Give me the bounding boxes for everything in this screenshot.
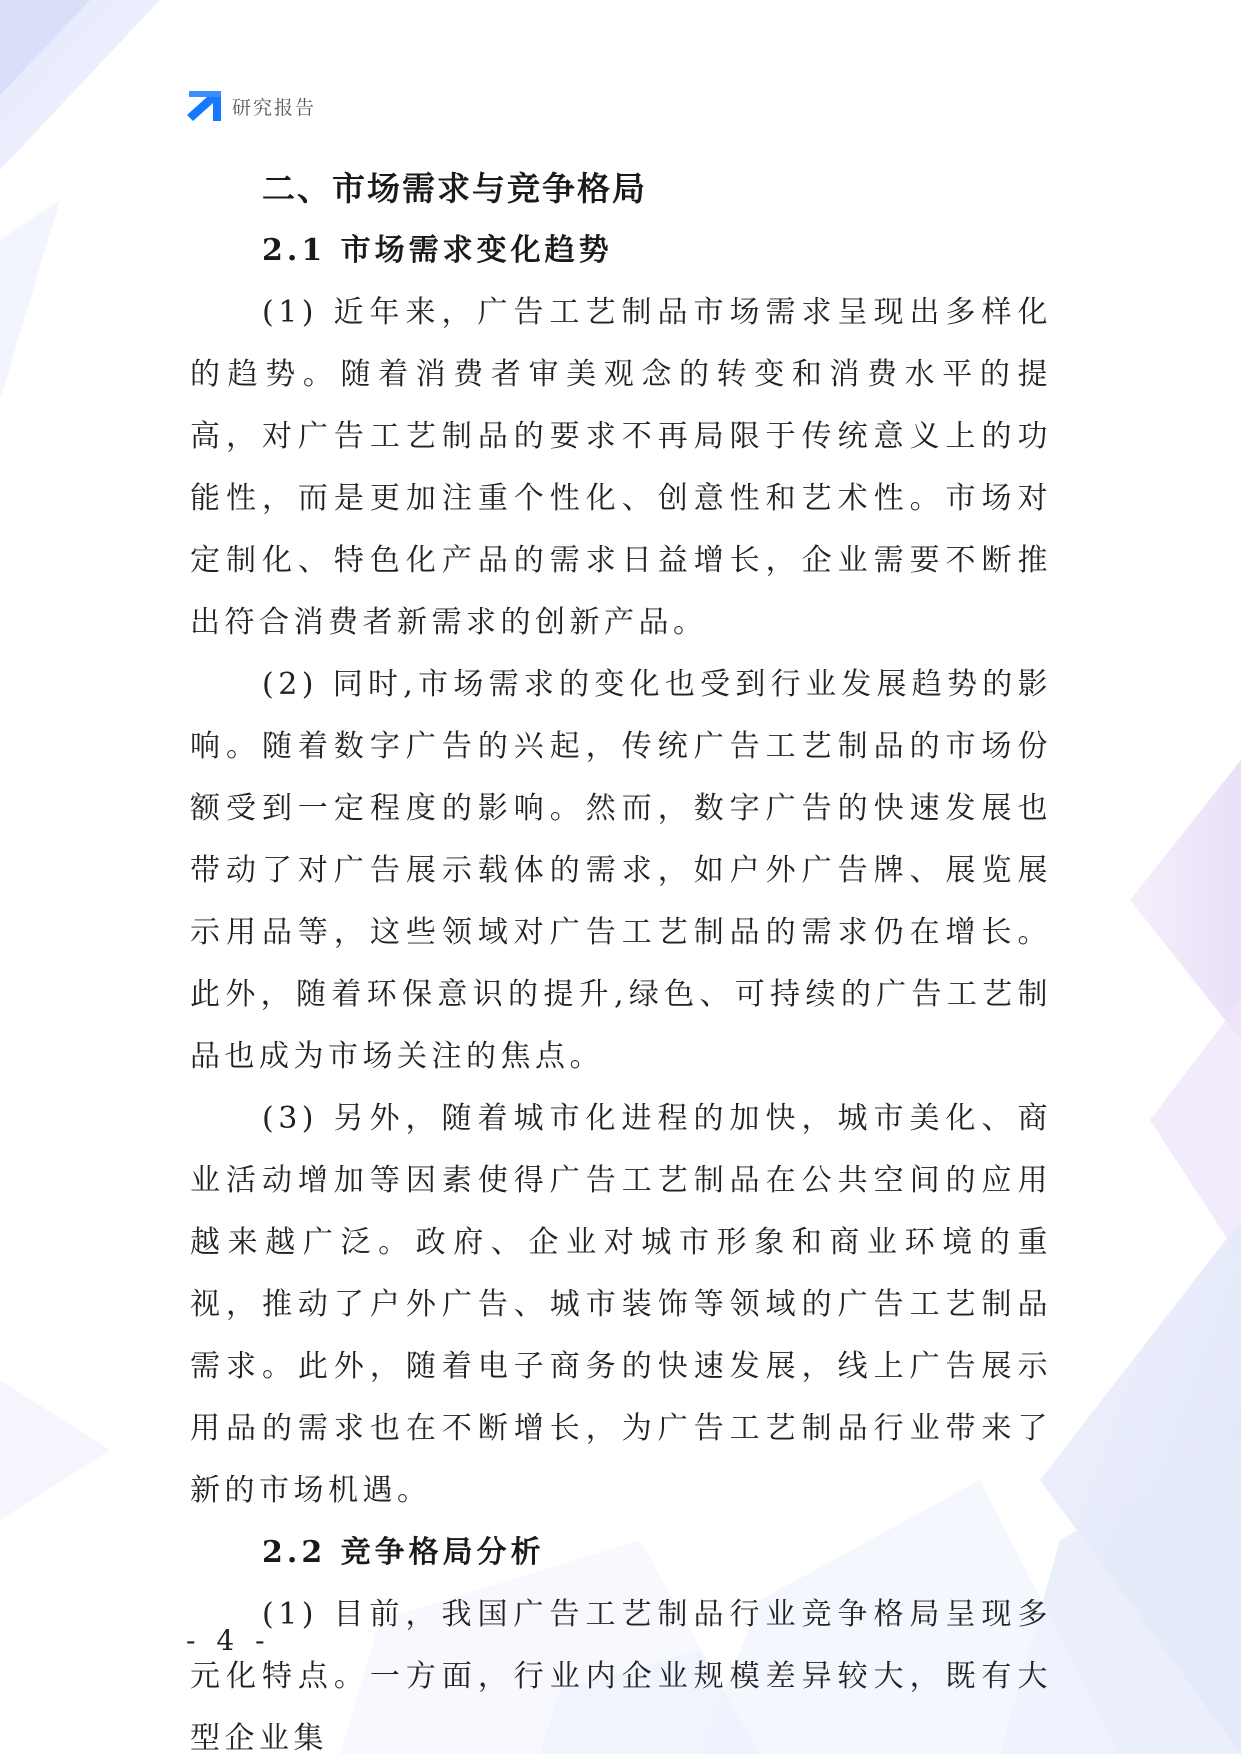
subsection-heading-2-1: 2.1 市场需求变化趋势 — [262, 233, 613, 268]
paragraph: (1) 目前，我国广告工艺制品行业竞争格局呈现多元化特点。一方面，行业内企业规模差异较大，既有大型企业集 — [190, 1597, 1052, 1754]
report-header — [186, 88, 316, 124]
arrow-logo-icon — [186, 90, 222, 122]
section-title: 二、市场需求与竞争格局 — [262, 169, 647, 208]
subsection-heading-2-2: 2.2 竞争格局分析 — [262, 1535, 545, 1570]
paragraph: (2) 同时,市场需求的变化也受到行业发展趋势的影响。随着数字广告的兴起，传统广告工艺制品的市场份额受到一定程度的影响。然而，数字广告的快速发展也带动了对广告展示载体的需求，如户外广告牌、展览展示用品等，这些领域对广告工艺制品的需求仍在增长。此外，随着环保意识的提升,绿色、可持续的广告工艺制品也成为市场关注的焦点。 — [190, 667, 1052, 1074]
document-body — [190, 158, 1052, 1754]
header-title: 研究报告 — [232, 96, 317, 119]
paragraph: (1) 近年来，广告工艺制品市场需求呈现出多样化的趋势。随着消费者审美观念的转变和消费水平的提高，对广告工艺制品的要求不再局限于传统意义上的功能性，而是更加注重个性化、创意性和艺术性。市场对定制化、特色化产品的需求日益增长，企业需要不断推出符合消费者新需求的创新产品。 — [190, 295, 1052, 640]
paragraph: (3) 另外，随着城市化进程的加快，城市美化、商业活动增加等因素使得广告工艺制品在公共空间的应用越来越广泛。政府、企业对城市形象和商业环境的重视，推动了户外广告、城市装饰等领域的广告工艺制品需求。此外，随着电子商务的快速发展，线上广告展示用品的需求也在不断增长，为广告工艺制品行业带来了新的市场机遇。 — [190, 1101, 1052, 1508]
page-number: - 4 - — [186, 1624, 271, 1657]
